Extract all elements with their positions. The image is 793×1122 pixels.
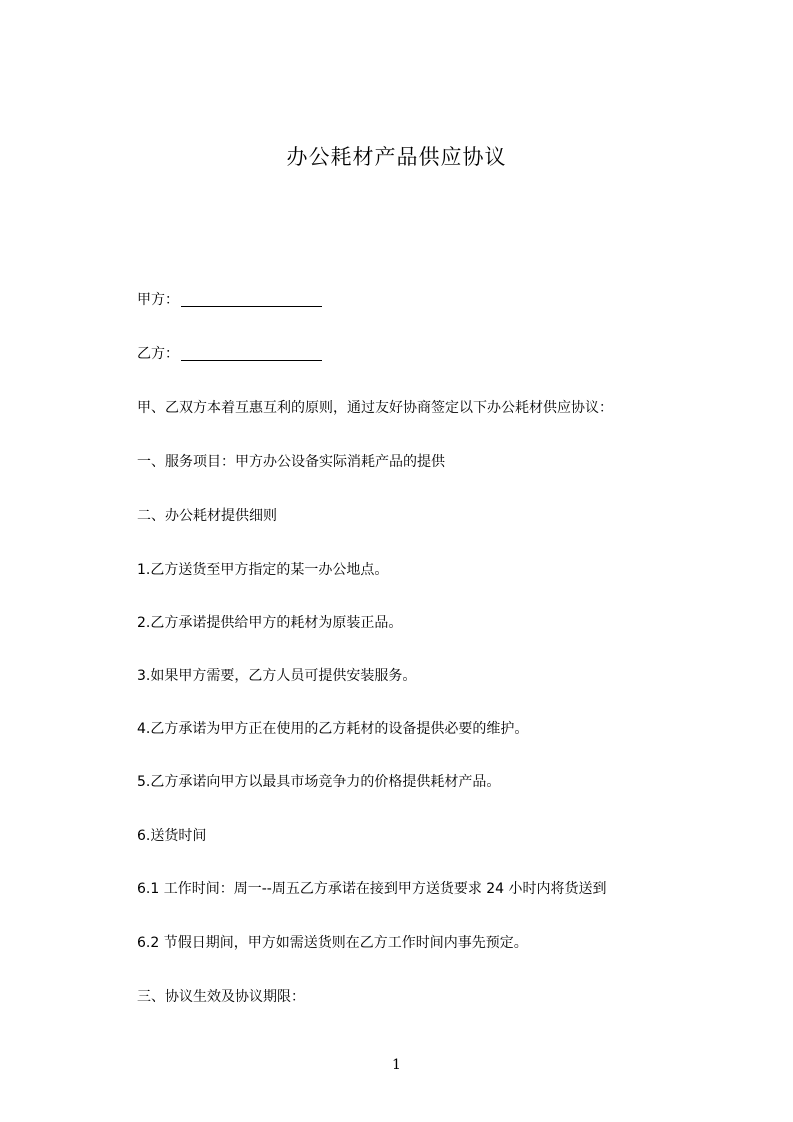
clause-item-5: 5.乙方承诺向甲方以最具市场竞争力的价格提供耗材产品。 [137, 774, 501, 790]
party-a-label: 甲方： [137, 292, 179, 308]
clause-item-6: 6.送货时间 [137, 828, 207, 844]
clause-item-2: 2.乙方承诺提供给甲方的耗材为原装正品。 [137, 615, 403, 631]
party-a-blank [181, 292, 322, 307]
page-title: 办公耗材产品供应协议 [286, 145, 507, 169]
party-b-label: 乙方： [137, 346, 179, 362]
clause-item-4: 4.乙方承诺为甲方正在使用的乙方耗材的设备提供必要的维护。 [137, 721, 529, 737]
party-a-line [137, 290, 322, 310]
clause-item-6-2: 6.2 节假日期间，甲方如需送货则在乙方工作时间内事先预定。 [137, 935, 528, 951]
preamble-paragraph: 甲、乙双方本着互惠互利的原则，通过友好协商签定以下办公耗材供应协议： [137, 400, 613, 416]
section-heading-1: 一、服务项目：甲方办公设备实际消耗产品的提供 [137, 454, 445, 470]
party-b-line [137, 344, 322, 364]
page-number: 1 [392, 1057, 401, 1073]
clause-item-3: 3.如果甲方需要，乙方人员可提供安装服务。 [137, 668, 417, 684]
party-b-blank [181, 346, 322, 361]
clause-item-6-1: 6.1 工作时间：周一--周五乙方承诺在接到甲方送货要求 24 小时内将货送到 [137, 881, 607, 897]
section-heading-2: 二、办公耗材提供细则 [137, 508, 277, 524]
section-heading-3: 三、协议生效及协议期限： [137, 989, 305, 1005]
clause-item-1: 1.乙方送货至甲方指定的某一办公地点。 [137, 562, 389, 578]
